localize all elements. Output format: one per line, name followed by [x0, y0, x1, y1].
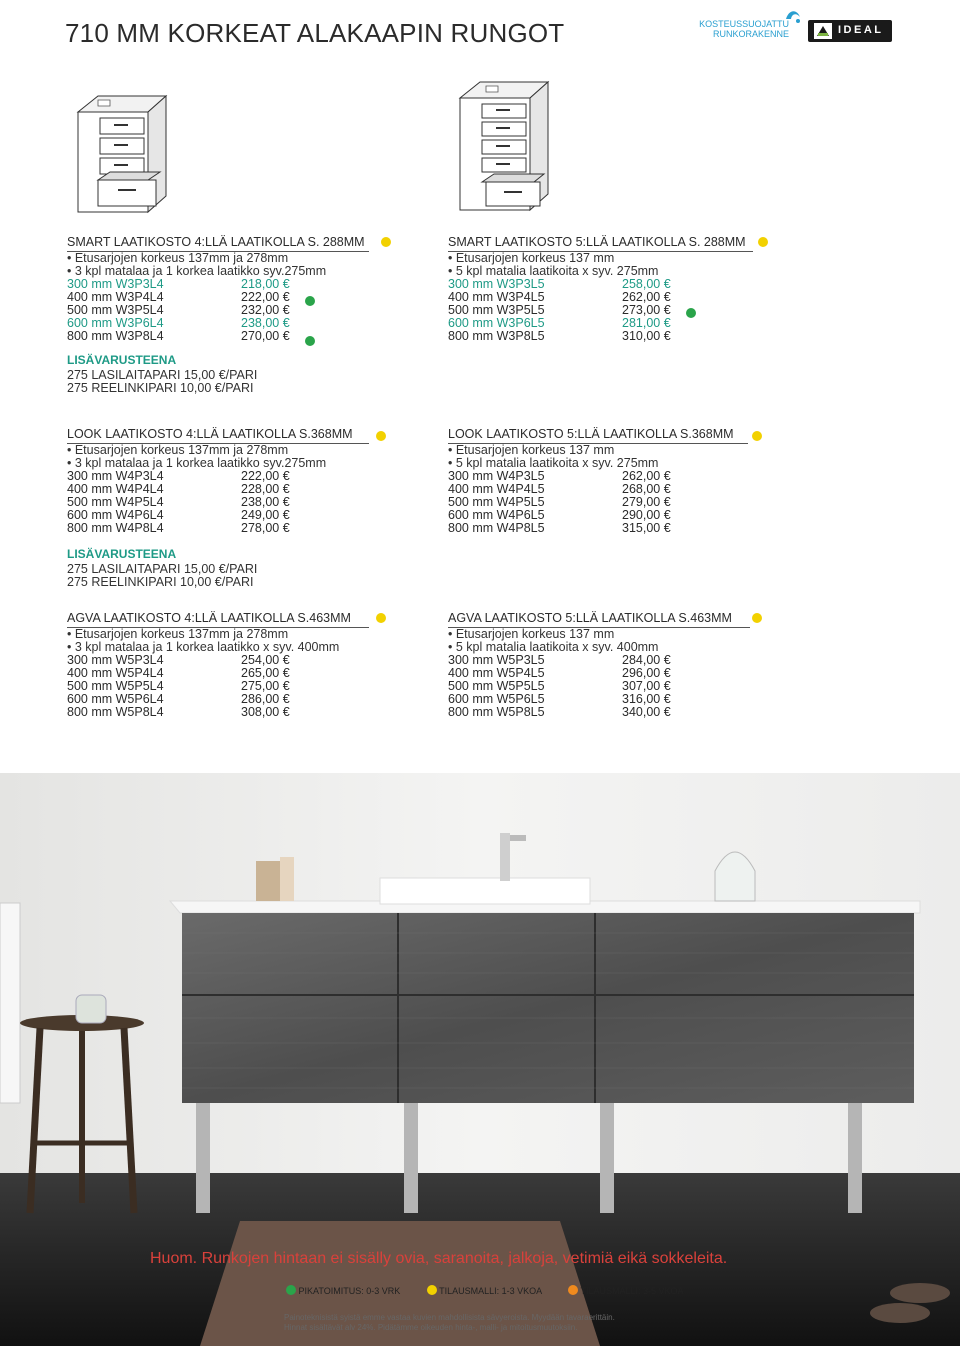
ideal-mark-icon	[814, 23, 832, 39]
bullet-front-heights: • Etusarjojen korkeus 137 mm	[448, 251, 615, 265]
price-row: 400 mm W5P4L5 296,00 €	[448, 666, 671, 680]
delivery-legend	[286, 1284, 684, 1296]
smart-5-drawer-cabinet-illustration	[450, 78, 550, 214]
bullet-front-heights: • Etusarjojen korkeus 137 mm	[448, 627, 615, 641]
price-row: 400 mm W4P4L4 228,00 €	[67, 482, 290, 496]
water-splash-icon	[783, 7, 803, 25]
bathroom-photo	[0, 773, 960, 1346]
section-heading: AGVA LAATIKOSTO 5:LLÄ LAATIKOLLA S.463MM	[448, 612, 750, 628]
price-row: 300 mm W5P3L4 254,00 €	[67, 653, 290, 667]
bullet-drawer-config: • 5 kpl matalia laatikoita x syv. 275mm	[448, 456, 659, 470]
price-row: 600 mm W4P6L4 249,00 €	[67, 508, 290, 522]
fast-delivery-dot	[286, 1285, 296, 1295]
disclaimer-note: Huom. Runkojen hintaan ei sisälly ovia, saranoita, jalkoja, vetimiä eikä sokkeleita.	[150, 1250, 728, 1267]
fast-delivery-dot	[686, 308, 696, 318]
look-5-section	[448, 428, 778, 535]
price-row: 300 mm W4P3L5 262,00 €	[448, 469, 671, 483]
price-row: 600 mm W5P6L4 286,00 €	[67, 692, 290, 706]
accessory-rail-pair: 275 REELINKIPARI 10,00 €/PARI	[67, 381, 254, 395]
order-model-dot	[427, 1285, 437, 1295]
price-row: 500 mm W3P5L4 232,00 €	[67, 303, 290, 317]
accessories-section	[67, 354, 397, 395]
price-row: 500 mm W3P5L5 273,00 €	[448, 303, 671, 317]
legal-line-2: Hinnat sisältävät alv 24%. Pidätämme oikeuden hinta-, malli- ja mitoitusmuutoksiin.	[284, 1323, 578, 1332]
bullet-front-heights: • Etusarjojen korkeus 137mm ja 278mm	[67, 251, 289, 265]
price-row: 600 mm W4P6L5 290,00 €	[448, 508, 671, 522]
order-model-dot	[752, 431, 762, 441]
bullet-drawer-config: • 3 kpl matalaa ja 1 korkea laatikko syv.275mm	[67, 456, 327, 470]
price-row: 600 mm W5P6L5 316,00 €	[448, 692, 671, 706]
section-heading: LOOK LAATIKOSTO 4:LLÄ LAATIKOLLA S.368MM	[67, 428, 369, 444]
price-row: 800 mm W4P8L4 278,00 €	[67, 521, 290, 535]
bullet-drawer-config: • 3 kpl matalaa ja 1 korkea laatikko syv.275mm	[67, 264, 327, 278]
price-row: 800 mm W5P8L4 308,00 €	[67, 705, 290, 719]
agva-4-section	[67, 612, 397, 719]
order-model-dot	[381, 237, 391, 247]
accessory-glass-rail: 275 LASILAITAPARI 15,00 €/PARI	[67, 368, 258, 382]
bullet-front-heights: • Etusarjojen korkeus 137mm ja 278mm	[67, 627, 289, 641]
agva-5-section	[448, 612, 778, 719]
accessory-glass-rail: 275 LASILAITAPARI 15,00 €/PARI	[67, 562, 258, 576]
price-row: 800 mm W4P8L5 315,00 €	[448, 521, 671, 535]
ideal-logo-text: IDEAL	[838, 24, 884, 36]
legend-fast: PIKATOIMITUS: 0-3 VRK	[298, 1286, 401, 1296]
bullet-front-heights: • Etusarjojen korkeus 137mm ja 278mm	[67, 443, 289, 457]
section-heading: SMART LAATIKOSTO 4:LLÄ LAATIKOLLA S. 288MM	[67, 236, 369, 252]
badge-line-1: KOSTEUSSUOJATTU	[699, 19, 789, 29]
order-model-dot	[376, 431, 386, 441]
legend-order: TILAUSMALLI: 1-3 VKOA	[439, 1286, 542, 1296]
legend-order-long: TILAUSMALLI: 3-5 VKOA	[580, 1286, 684, 1296]
price-row: 600 mm W3P6L4 238,00 €	[67, 316, 290, 330]
price-row: 400 mm W3P4L5 262,00 €	[448, 290, 671, 304]
legal-footer	[284, 1313, 704, 1333]
look-4-section	[67, 428, 397, 535]
order-model-dot	[376, 613, 386, 623]
section-heading: LOOK LAATIKOSTO 5:LLÄ LAATIKOLLA S.368MM	[448, 428, 748, 444]
price-row: 300 mm W5P3L5 284,00 €	[448, 653, 671, 667]
accessories-title: LISÄVARUSTEENA	[67, 353, 177, 367]
price-row: 300 mm W4P3L4 222,00 €	[67, 469, 290, 483]
price-row: 500 mm W4P5L5 279,00 €	[448, 495, 671, 509]
bullet-drawer-config: • 3 kpl matalaa ja 1 korkea laatikko x syv. 400mm	[67, 640, 340, 654]
section-heading: AGVA LAATIKOSTO 4:LLÄ LAATIKOLLA S.463MM	[67, 612, 369, 628]
price-row: 800 mm W3P8L5 310,00 €	[448, 329, 671, 343]
price-row: 800 mm W5P8L5 340,00 €	[448, 705, 671, 719]
bullet-drawer-config: • 5 kpl matalia laatikoita x syv. 275mm	[448, 264, 659, 278]
moisture-protected-badge	[697, 19, 789, 39]
price-row: 400 mm W4P4L5 268,00 €	[448, 482, 671, 496]
badge-line-2: RUNKORAKENNE	[712, 29, 789, 39]
section-heading: SMART LAATIKOSTO 5:LLÄ LAATIKOLLA S. 288MM	[448, 236, 753, 252]
page-title: 710 MM KORKEAT ALAKAAPIN RUNGOT	[65, 18, 565, 48]
smart-4-section	[67, 236, 397, 343]
bullet-drawer-config: • 5 kpl matalia laatikoita x syv. 400mm	[448, 640, 659, 654]
accessories-section	[67, 548, 397, 589]
price-row: 600 mm W3P6L5 281,00 €	[448, 316, 671, 330]
price-row: 500 mm W5P5L4 275,00 €	[67, 679, 290, 693]
price-row: 300 mm W3P3L5 258,00 €	[448, 277, 671, 291]
price-row: 800 mm W3P8L4 270,00 €	[67, 329, 290, 343]
order-model-dot	[758, 237, 768, 247]
accessory-rail-pair: 275 REELINKIPARI 10,00 €/PARI	[67, 575, 254, 589]
price-row: 500 mm W4P5L4 238,00 €	[67, 495, 290, 509]
order-model-dot	[752, 613, 762, 623]
bullet-front-heights: • Etusarjojen korkeus 137 mm	[448, 443, 615, 457]
price-row: 500 mm W5P5L5 307,00 €	[448, 679, 671, 693]
legal-line-1: Painoteknisistä syistä emme vastaa kuvien mahdollisista sävyeroista. Myydään tavaraerittäin.	[284, 1313, 615, 1322]
long-order-dot	[568, 1285, 578, 1295]
fast-delivery-dot	[305, 296, 315, 306]
accessories-title: LISÄVARUSTEENA	[67, 547, 177, 561]
price-row: 300 mm W3P3L4 218,00 €	[67, 277, 290, 291]
smart-4-drawer-cabinet-illustration	[68, 92, 168, 216]
smart-5-section	[448, 236, 778, 343]
price-row: 400 mm W5P4L4 265,00 €	[67, 666, 290, 680]
price-row: 400 mm W3P4L4 222,00 €	[67, 290, 290, 304]
ideal-logo	[808, 20, 892, 42]
fast-delivery-dot	[305, 336, 315, 346]
